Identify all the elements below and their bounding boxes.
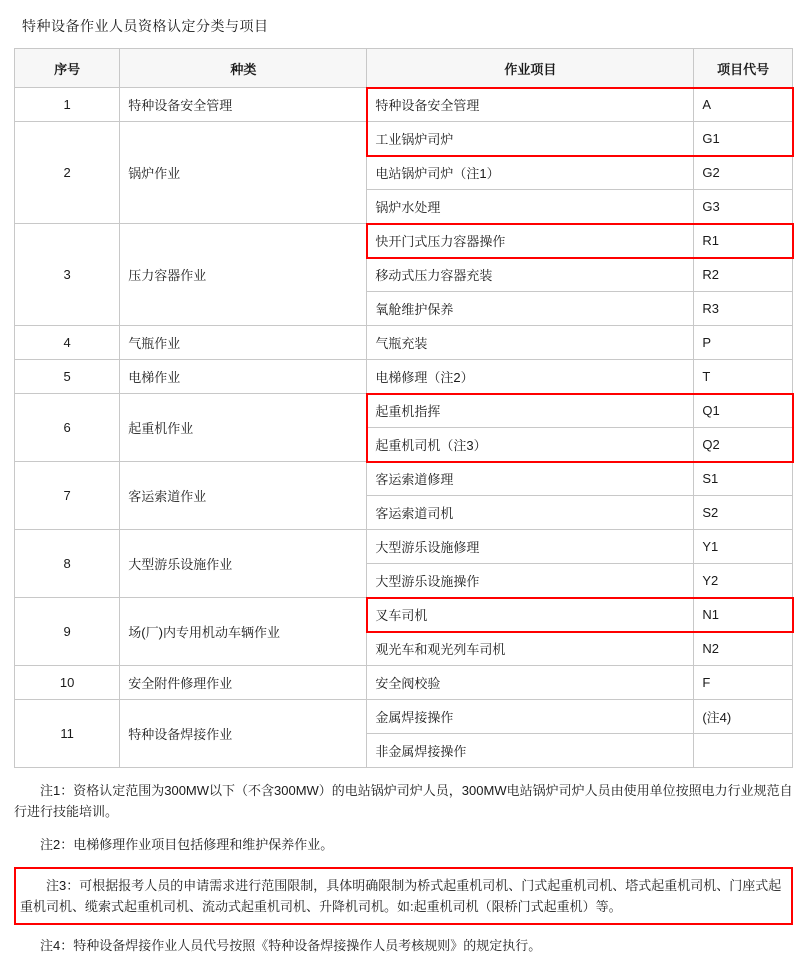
cell-item: 快开门式压力容器操作 bbox=[367, 224, 694, 258]
cell-item: 客运索道司机 bbox=[367, 496, 694, 530]
table-row bbox=[15, 598, 793, 632]
table-row bbox=[15, 394, 793, 428]
cell-no: 7 bbox=[15, 462, 120, 530]
cell-no: 5 bbox=[15, 360, 120, 394]
cell-kind: 场(厂)内专用机动车辆作业 bbox=[120, 598, 367, 666]
cell-code: G3 bbox=[694, 190, 793, 224]
cell-item: 氧舱维护保养 bbox=[367, 292, 694, 326]
cell-kind: 特种设备焊接作业 bbox=[120, 700, 367, 768]
cell-kind: 气瓶作业 bbox=[120, 326, 367, 360]
column-header-kind: 种类 bbox=[120, 49, 367, 88]
cell-code: A bbox=[694, 88, 793, 122]
note-text: 注3：可根据报考人员的申请需求进行范围限制，具体明确限制为桥式起重机司机、门式起重机司机、塔式起重机司机、门座式起重机司机、缆索式起重机司机、流动式起重机司机、升降机司机。如:起重机司机（限桥门式起重机）等。 bbox=[20, 878, 782, 914]
cell-code: R2 bbox=[694, 258, 793, 292]
cell-code: G2 bbox=[694, 156, 793, 190]
column-header-code: 项目代号 bbox=[694, 49, 793, 88]
cell-item: 移动式压力容器充装 bbox=[367, 258, 694, 292]
cell-code: Q2 bbox=[694, 428, 793, 462]
cell-kind: 客运索道作业 bbox=[120, 462, 367, 530]
cell-no: 1 bbox=[15, 88, 120, 122]
cell-item: 电站锅炉司炉（注1） bbox=[367, 156, 694, 190]
cell-kind: 压力容器作业 bbox=[120, 224, 367, 326]
cell-item: 非金属焊接操作 bbox=[367, 734, 694, 768]
cell-code: G1 bbox=[694, 122, 793, 156]
cell-code bbox=[694, 734, 793, 768]
table-header-row bbox=[15, 49, 793, 88]
cell-item: 大型游乐设施操作 bbox=[367, 564, 694, 598]
table-row bbox=[15, 666, 793, 700]
cell-code: S1 bbox=[694, 462, 793, 496]
table-body bbox=[15, 88, 793, 768]
note-paragraph bbox=[14, 834, 793, 855]
cell-code: T bbox=[694, 360, 793, 394]
cell-kind: 特种设备安全管理 bbox=[120, 88, 367, 122]
cell-item: 特种设备安全管理 bbox=[367, 88, 694, 122]
note-paragraph bbox=[14, 935, 793, 956]
table-row bbox=[15, 700, 793, 734]
note-paragraph bbox=[14, 867, 793, 925]
page-title: 特种设备作业人员资格认定分类与项目 bbox=[22, 18, 269, 34]
cell-code: N1 bbox=[694, 598, 793, 632]
column-header-no: 序号 bbox=[15, 49, 120, 88]
cell-kind: 起重机作业 bbox=[120, 394, 367, 462]
cell-code: P bbox=[694, 326, 793, 360]
cell-code: S2 bbox=[694, 496, 793, 530]
cell-item: 起重机指挥 bbox=[367, 394, 694, 428]
note-text: 注2：电梯修理作业项目包括修理和维护保养作业。 bbox=[40, 837, 334, 852]
cell-code: N2 bbox=[694, 632, 793, 666]
cell-item: 起重机司机（注3） bbox=[367, 428, 694, 462]
cell-kind: 锅炉作业 bbox=[120, 122, 367, 224]
table-row bbox=[15, 326, 793, 360]
cell-item: 气瓶充装 bbox=[367, 326, 694, 360]
cell-item: 大型游乐设施修理 bbox=[367, 530, 694, 564]
cell-code: R1 bbox=[694, 224, 793, 258]
cell-code: Y2 bbox=[694, 564, 793, 598]
note-text: 注1：资格认定范围为300MW以下（不含300MW）的电站锅炉司炉人员，300MW电站锅炉司炉人员由使用单位按照电力行业规范自行进行技能培训。 bbox=[14, 783, 793, 819]
qualification-table bbox=[14, 48, 793, 768]
table-row bbox=[15, 224, 793, 258]
note-paragraph bbox=[14, 780, 793, 822]
cell-item: 安全阀校验 bbox=[367, 666, 694, 700]
table-row bbox=[15, 122, 793, 156]
cell-no: 8 bbox=[15, 530, 120, 598]
cell-item: 观光车和观光列车司机 bbox=[367, 632, 694, 666]
cell-item: 电梯修理（注2） bbox=[367, 360, 694, 394]
table-row bbox=[15, 530, 793, 564]
cell-no: 4 bbox=[15, 326, 120, 360]
cell-item: 客运索道修理 bbox=[367, 462, 694, 496]
cell-item: 锅炉水处理 bbox=[367, 190, 694, 224]
cell-code: Y1 bbox=[694, 530, 793, 564]
cell-code: (注4) bbox=[694, 700, 793, 734]
table-row bbox=[15, 88, 793, 122]
cell-no: 10 bbox=[15, 666, 120, 700]
cell-kind: 大型游乐设施作业 bbox=[120, 530, 367, 598]
column-header-item: 作业项目 bbox=[367, 49, 694, 88]
cell-no: 6 bbox=[15, 394, 120, 462]
cell-item: 叉车司机 bbox=[367, 598, 694, 632]
cell-no: 2 bbox=[15, 122, 120, 224]
note-text: 注4：特种设备焊接作业人员代号按照《特种设备焊接操作人员考核规则》的规定执行。 bbox=[40, 938, 542, 953]
cell-no: 9 bbox=[15, 598, 120, 666]
notes-section bbox=[14, 780, 793, 956]
cell-code: F bbox=[694, 666, 793, 700]
cell-code: R3 bbox=[694, 292, 793, 326]
table-row bbox=[15, 462, 793, 496]
cell-item: 金属焊接操作 bbox=[367, 700, 694, 734]
table-row bbox=[15, 360, 793, 394]
cell-kind: 电梯作业 bbox=[120, 360, 367, 394]
cell-no: 11 bbox=[15, 700, 120, 768]
cell-kind: 安全附件修理作业 bbox=[120, 666, 367, 700]
cell-no: 3 bbox=[15, 224, 120, 326]
cell-code: Q1 bbox=[694, 394, 793, 428]
cell-item: 工业锅炉司炉 bbox=[367, 122, 694, 156]
